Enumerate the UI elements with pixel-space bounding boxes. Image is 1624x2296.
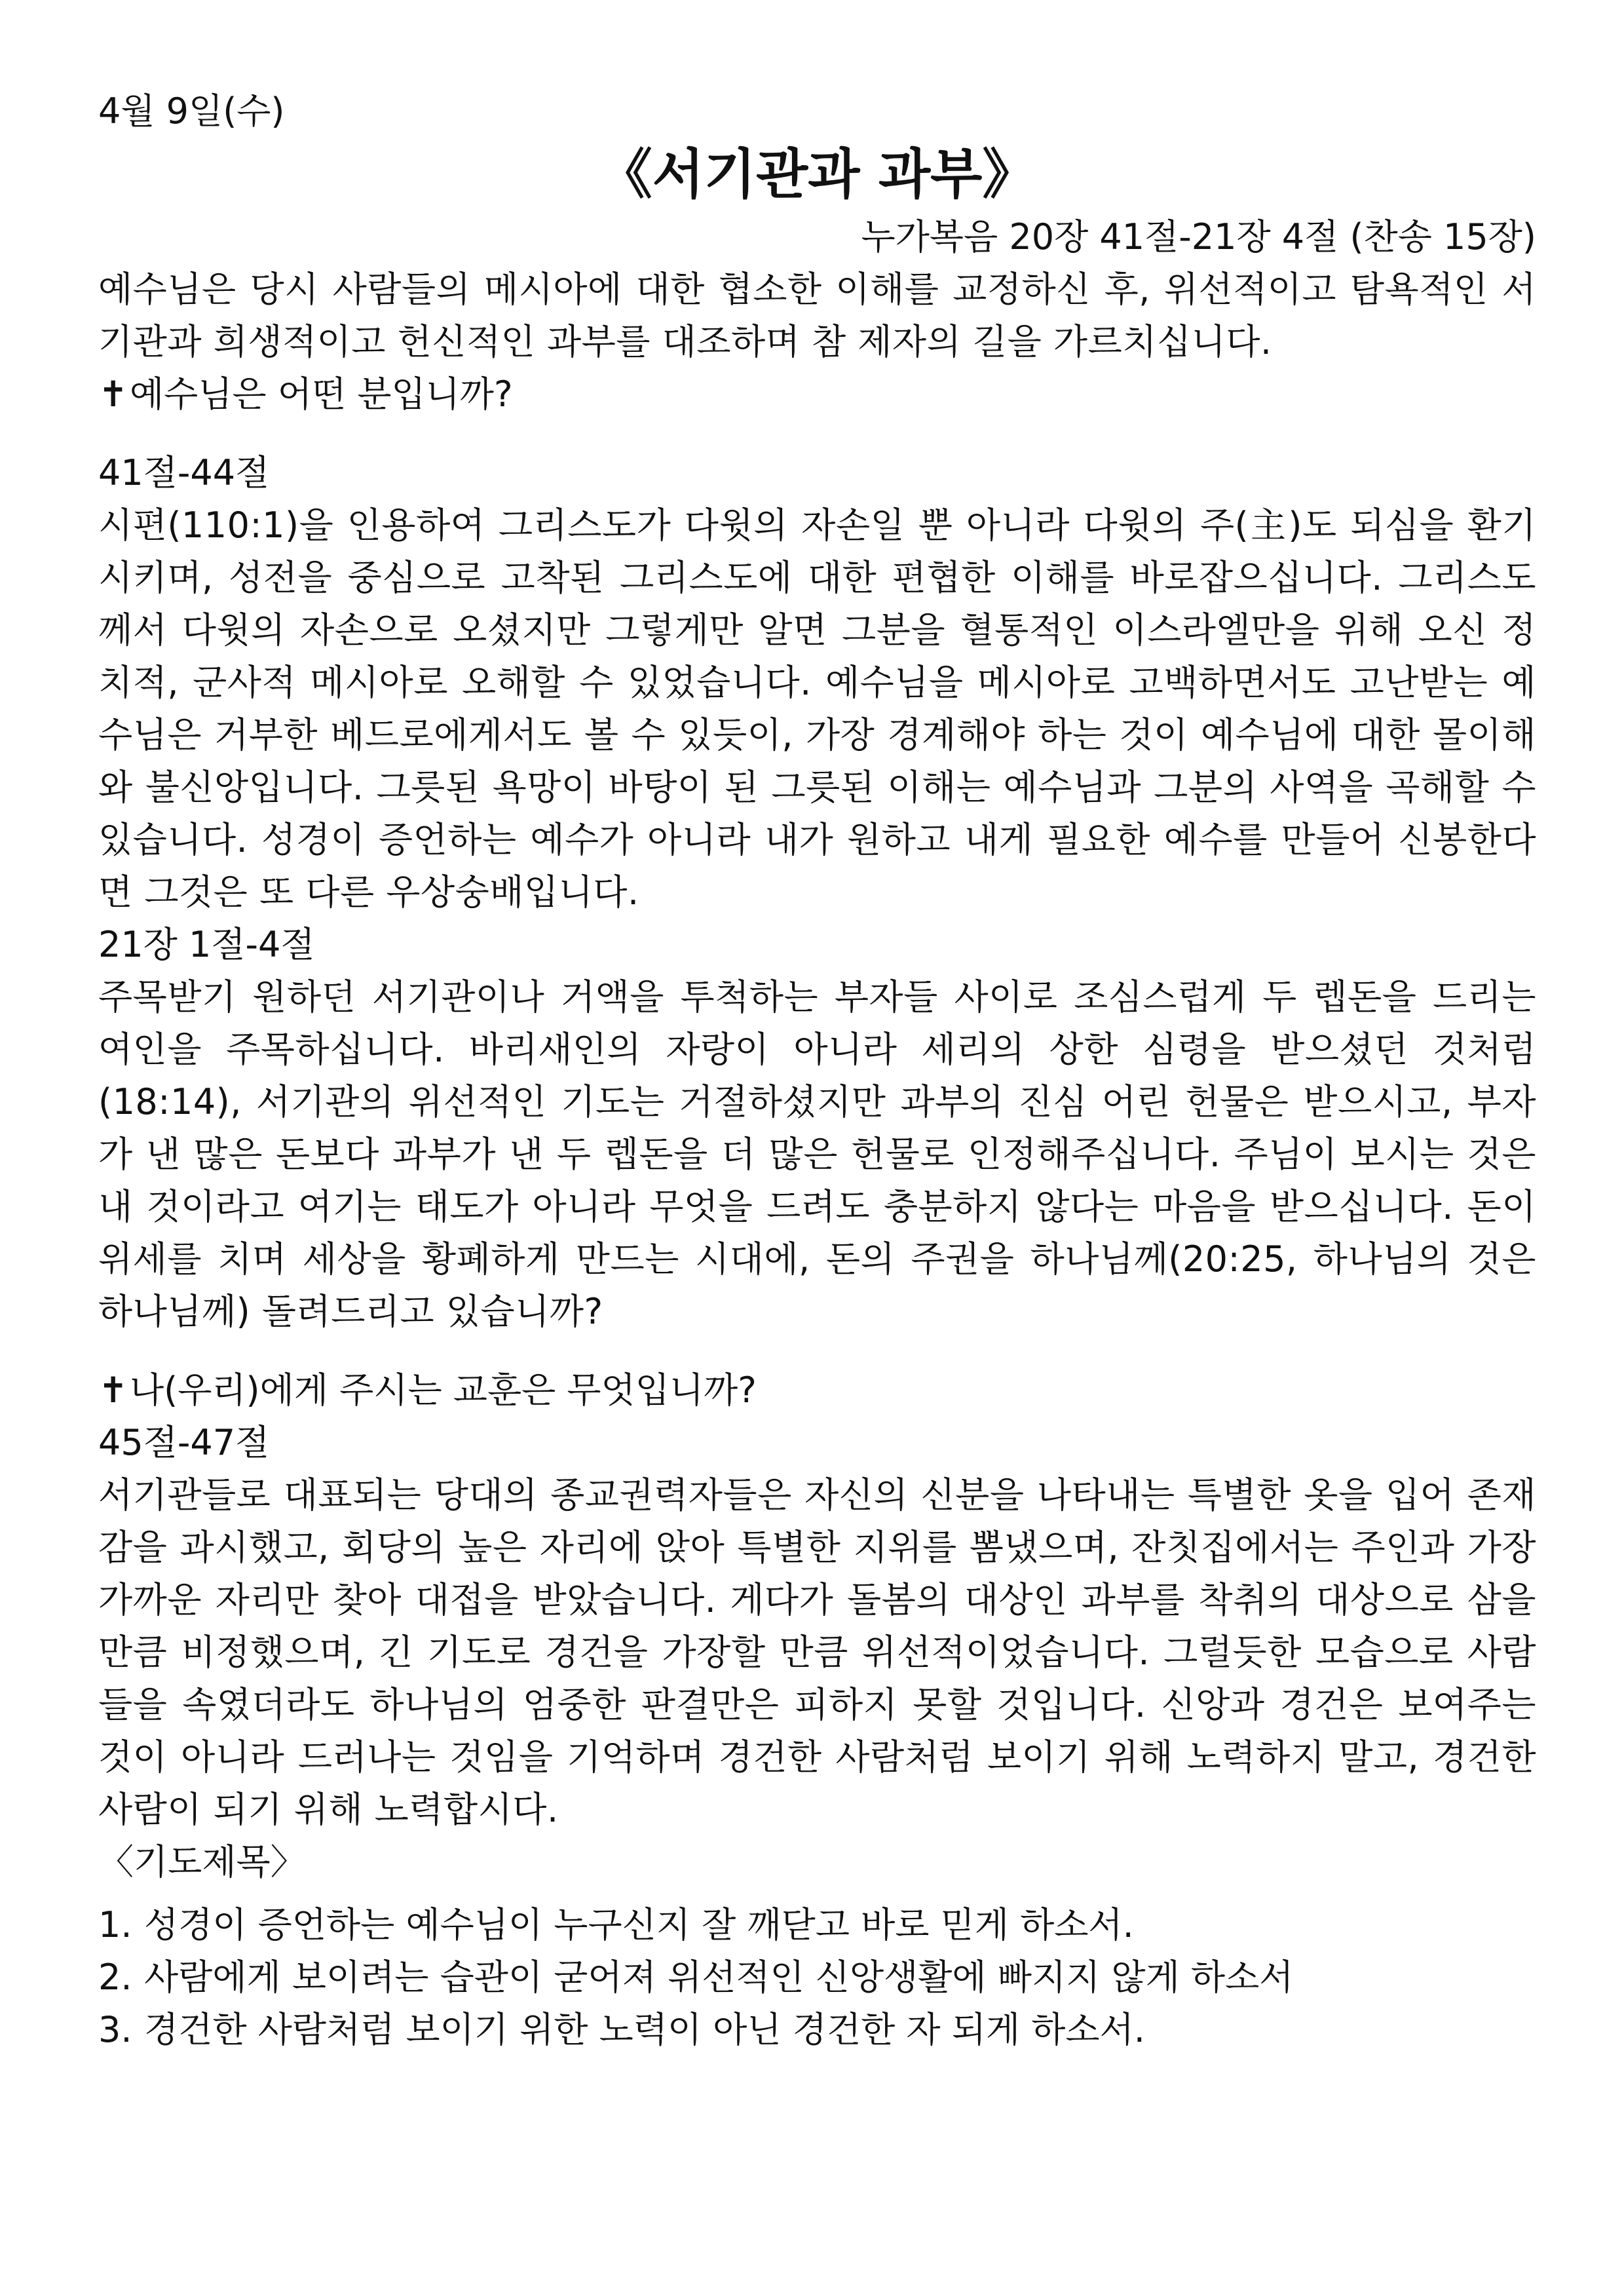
cross-icon: ✝ <box>98 373 128 415</box>
spacer <box>98 421 1536 447</box>
section1-heading <box>98 368 1536 421</box>
intro-paragraph: 예수님은 당시 사람들의 메시아에 대한 협소한 이해를 교정하신 후, 위선적이고 탐욕적인 서기관과 희생적이고 헌신적인 과부를 대조하며 참 제자의 길을 가르치십니다. <box>98 269 1536 362</box>
prayer-text: 성경이 증언하는 예수님이 누구신지 잘 깨닫고 바로 믿게 하소서. <box>144 1904 1134 1945</box>
prayer-item <box>98 2004 1536 2056</box>
section1-question: 예수님은 어떤 분입니까? <box>130 373 513 415</box>
prayer-number: 3. <box>98 2009 132 2050</box>
spacer <box>98 1888 1536 1899</box>
section2-heading <box>98 1364 1536 1417</box>
prayer-number: 1. <box>98 1904 132 1945</box>
prayer-text: 경건한 사람처럼 보이기 위한 노력이 아닌 경건한 자 되게 하소서. <box>144 2009 1145 2050</box>
passage-text: 서기관들로 대표되는 당대의 종교권력자들은 자신의 신분을 나타내는 특별한 옷을 입어 존재감을 과시했고, 회당의 높은 자리에 앉아 특별한 지위를 뽐냈으며, 잔칫집에서는 주인과 가장 가까운 자리만 찾아 대접을 받았습니다. 게다가 돌봄의 대상인 과부를 착취의 대상으로 삼을 만큼 비정했으며, 긴 기도로 경건을 가장할 만큼 위선적이었습니다. 그럴듯한 모습으로 사람들을 속였더라도 하나님의 엄중한 판결만은 피하지 못할 것입니다. 신앙과 경건은 보여주는 것이 아니라 드러나는 것임을 기억하며 경건한 사람처럼 보이기 위해 노력하지 말고, 경건한 사람이 되기 위해 노력합시다. <box>98 1474 1536 1830</box>
verse-range: 21장 1절-4절 <box>98 924 315 965</box>
prayer-text: 사람에게 보이려는 습관이 굳어져 위선적인 신앙생활에 빠지지 않게 하소서 <box>144 1957 1294 1998</box>
prayer-heading: 〈기도제목〉 <box>98 1841 306 1883</box>
cross-icon: ✝ <box>98 1369 128 1411</box>
prayer-item <box>98 1951 1536 2004</box>
verse-range: 41절-44절 <box>98 452 270 493</box>
prayer-item <box>98 1899 1536 1951</box>
spacer <box>98 1338 1536 1364</box>
section2-question: 나(우리)에게 주시는 교훈은 무엇입니까? <box>130 1369 757 1411</box>
passage-text: 주목받기 원하던 서기관이나 거액을 투척하는 부자들 사이로 조심스럽게 두 렙돈을 드리는 여인을 주목하십니다. 바리새인의 자랑이 아니라 세리의 상한 심령을 받으셨던 것처럼(18:14), 서기관의 위선적인 기도는 거절하셨지만 과부의 진심 어린 헌물은 받으시고, 부자가 낸 많은 돈보다 과부가 낸 두 렙돈을 더 많은 헌물로 인정해주십니다. 주님이 보시는 것은 내 것이라고 여기는 태도가 아니라 무엇을 드려도 충분하지 않다는 마음을 받으십니다. 돈이 위세를 치며 세상을 황폐하게 만드는 시대에, 돈의 주권을 하나님께(20:25, 하나님의 것은 하나님께) 돌려드리고 있습니까? <box>98 976 1536 1332</box>
passage-text: 시편(110:1)을 인용하여 그리스도가 다윗의 자손일 뿐 아니라 다윗의 주(主)도 되심을 환기시키며, 성전을 중심으로 고착된 그리스도에 대한 편협한 이해를 바로잡으십니다. 그리스도께서 다윗의 자손으로 오셨지만 그렇게만 알면 그분을 혈통적인 이스라엘만을 위해 오신 정치적, 군사적 메시아로 오해할 수 있었습니다. 예수님을 메시아로 고백하면서도 고난받는 예수님은 거부한 베드로에게서도 볼 수 있듯이, 가장 경계해야 하는 것이 예수님에 대한 몰이해와 불신앙입니다. 그릇된 욕망이 바탕이 된 그릇된 이해는 예수님과 그분의 사역을 곡해할 수 있습니다. 성경이 증언하는 예수가 아니라 내가 원하고 내게 필요한 예수를 만들어 신봉한다면 그것은 또 다른 우상숭배입니다. <box>98 505 1536 913</box>
verse-range: 45절-47절 <box>98 1422 270 1463</box>
prayer-number: 2. <box>98 1957 132 1998</box>
devotional-page <box>98 85 1536 2056</box>
prayer-list <box>98 1899 1536 2056</box>
page-title: 《서기관과 과부》 <box>598 144 1036 206</box>
scripture-reference: 누가복음 20장 41절-21장 4절 (찬송 15장) <box>861 216 1536 258</box>
date-label: 4월 9일(수) <box>98 90 285 132</box>
